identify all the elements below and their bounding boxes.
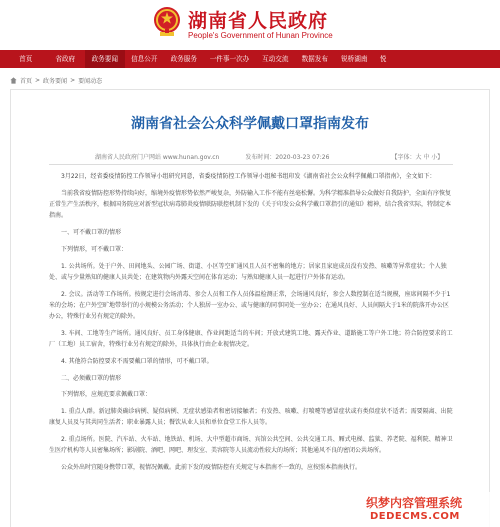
nav-item-home[interactable]: 首页 [19,55,33,63]
breadcrumb-updates[interactable]: 要闻动态 [78,78,103,85]
title-divider [49,164,453,165]
article-paragraph: 2. 重点场所。医院、汽车站、火车站、地铁站、机场、大中型超市商场、宾馆公共空间、公共交通工具、厢式电梯、监狱、养老院、福利院、精神卫生医疗机构等人员密集场所；影剧院、酒吧、网吧、理发室、美容院等人员流动性较大的场所；其他通风不良的密闭公共场所。 [49,436,453,455]
site-subtitle: People's Government of Hunan Province [188,31,333,40]
article-paragraph: 3月22日，经省委疫情防控工作领导小组研究同意，省委疫情防控工作领导小组秘书组印发《湖南省社会公众科学佩戴口罩指南》，全文如下： [61,173,436,180]
site-header [0,0,500,46]
breadcrumb-separator: > [70,77,76,84]
nav-item-government[interactable]: 省政府 [55,55,76,63]
nav-item-more[interactable]: 悦 [379,55,387,63]
article-paragraph: 当前我省疫情防控形势持续向好，缩境外疫情形势依然严峻复杂，外防输入工作不能有丝毫松懈。为科学精准指导公众做好自我防护，全面有序恢复正常生产生活秩序，根据国务院应对新型冠状病毒肺炎疫情联防联控机制下发的《关于印发公众科学戴口罩指引的通知》精神，结合我省实际，特制定本指南。 [49,189,452,220]
nav-item-disclosure[interactable]: 信息公开 [131,55,158,63]
nav-item-one-stop[interactable]: 一件事一次办 [209,55,250,63]
watermark-text: 织梦内容管理系统 [366,496,463,510]
watermark [360,492,500,527]
article-paragraph: 2. 会议。活动等工作场所。按规定进行会场消毒、参会人员和工作人员体温检测正常，会场通风良好，参会人数控制在适当规模，座席间隔不少于1米的会场；在户外空旷地带举行的小规模公务活动；个人独居一室办公、或与健康的同事同处一室办公；在通风良好、人员间隔大于1米的院落开办公区办公，特殊行业另有规定的除外。 [49,290,451,320]
nav-item-data[interactable]: 数据发布 [301,55,328,63]
breadcrumb-separator: > [35,77,41,84]
article-source: 湖南省人民政府门户网站 www.hunan.gov.cn [95,154,220,161]
section-heading: 一、可不戴口罩的情形 [61,229,122,236]
watermark-url: DEDECMS.COM [370,511,460,522]
article-time: 发布时间：2020-03-23 07:26 [245,154,330,161]
national-emblem-icon [152,5,182,39]
article-container [10,89,490,527]
article-meta [95,152,443,161]
house-icon [10,77,17,84]
nav-item-news[interactable]: 政务要闻 [85,50,125,68]
nav-item-interaction[interactable]: 互动交流 [262,55,289,63]
article-paragraph: 1. 公共场所。处于户外、田间地头、公园广场、街道、小区等空旷通风且人员不密集的地方；居家且家庭成员没有发热、咳嗽等异常症状；个人独处、或与少量熟知的健康人员共处；在建筑物内外露天空间在体育运动；与熟知健康人员一起进行户外体育运动。 [49,262,447,281]
article-body [49,171,453,479]
main-nav [0,50,500,68]
article-paragraph: 1. 重点人群。新冠肺炎确诊病例、疑似病例、无症状感染者和密切接触者；有发热、咳嗽、打喷嚏等感冒症状或有类似症状不适者；需要隔离、出院康复人员及与其共同生活者；职业暴露人员；餐饮从业人员和单位食堂工作人员等。 [49,408,453,427]
article-paragraph: 下列情形，应规范要求佩戴口罩： [61,391,152,399]
article-paragraph: 3. 车间、工地等生产场所。通风良好、员工身体健康、作业间距适当的车间；开放式建筑工地、露天作业、道路施工等户外工地；符合防控要求的工厂（工地）员工宿舍，特殊行业另有规定的除外，具体执行由企业视情决定。 [49,329,453,348]
breadcrumb-news[interactable]: 政务要闻 [43,78,68,85]
article-paragraph: 下列情形，可不戴口罩： [61,245,128,253]
article-paragraph: 4. 其他符合防控要求不需要戴口罩的情形，可不戴口罩。 [61,357,213,365]
breadcrumb-home[interactable]: 首页 [20,78,33,85]
font-size-control[interactable]: 【字体：大 中 小】 [391,154,444,161]
article-title: 湖南省社会公众科学佩戴口罩指南发布 [131,116,369,132]
breadcrumb [10,76,102,85]
nav-item-services[interactable]: 政务服务 [170,55,197,63]
site-title[interactable]: 湖南省人民政府 [188,10,329,32]
nav-item-hunan[interactable]: 锐桥湖南 [341,55,368,63]
section-heading: 二、必须戴口罩的情形 [61,374,122,382]
article-paragraph: 公众外出时宜随身携带口罩，视情况佩戴。此前下发的疫情防控有关规定与本指南不一致的，应按照本指南执行。 [61,464,362,472]
